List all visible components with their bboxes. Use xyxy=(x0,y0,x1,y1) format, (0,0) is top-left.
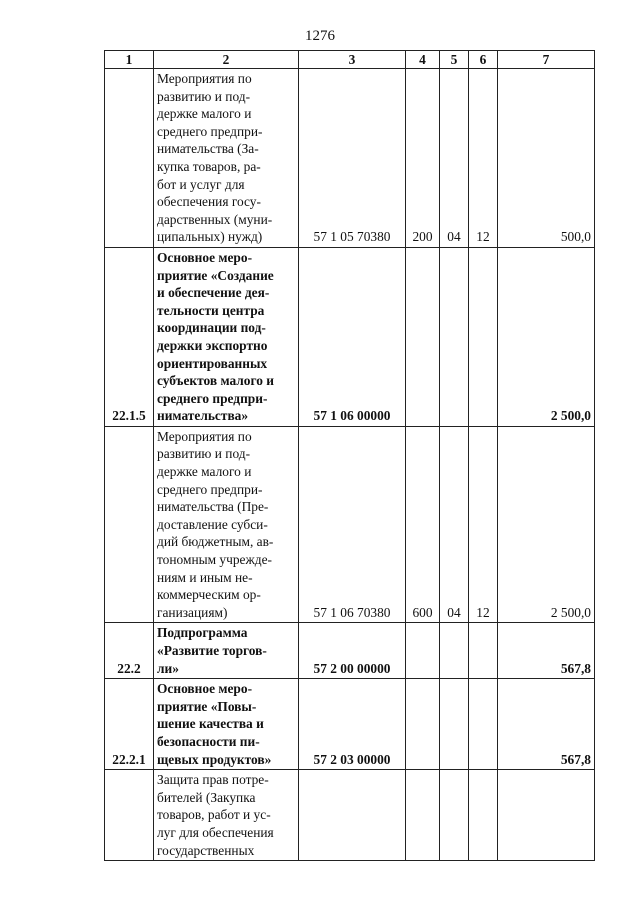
column-header: 6 xyxy=(469,51,498,69)
name-line: координации под- xyxy=(157,320,266,336)
name-line: Мероприятия по xyxy=(157,428,252,444)
target-article-code: 57 2 03 00000 xyxy=(299,679,406,770)
amount: 567,8 xyxy=(498,679,595,770)
name-line: бителей (Закупка xyxy=(157,789,256,805)
name-line: безопасности пи- xyxy=(157,733,260,749)
subsection-code xyxy=(469,623,498,679)
target-article-code: 57 1 06 70380 xyxy=(299,426,406,623)
name-line: ганизациям) xyxy=(157,604,228,620)
name-line: субъектов малого и xyxy=(157,373,275,389)
name-line: развитию и под- xyxy=(157,446,251,462)
expense-type-code xyxy=(406,770,440,861)
section-code: 04 xyxy=(440,426,469,623)
section-code xyxy=(440,770,469,861)
name-line: среднего предпри- xyxy=(157,123,263,139)
name-line: «Развитие торгов- xyxy=(157,643,267,658)
name-line: нимательства (Пре- xyxy=(157,499,269,515)
name-line: доставление субси- xyxy=(157,516,268,532)
name-line: тельности центра xyxy=(157,302,265,318)
expense-type-code xyxy=(406,623,440,679)
section-code xyxy=(440,623,469,679)
name-line: ориентированных xyxy=(157,355,268,371)
column-header: 1 xyxy=(105,51,154,69)
target-article-code: 57 1 05 70380 xyxy=(299,69,406,248)
name-line: товаров, работ и ус- xyxy=(157,807,271,823)
name-line: шение качества и xyxy=(157,716,264,732)
subsection-code: 12 xyxy=(469,426,498,623)
table-row xyxy=(105,679,595,770)
name-line: ли» xyxy=(157,660,179,676)
name-line: щевых продуктов» xyxy=(157,751,272,767)
name-line: нимательства» xyxy=(157,408,249,424)
name-line: дарственных (муни- xyxy=(157,211,273,227)
name-line: тономным учрежде- xyxy=(157,552,272,568)
column-header: 5 xyxy=(440,51,469,69)
amount xyxy=(498,770,595,861)
name-line: держке малого и xyxy=(157,464,252,480)
name-line: государственных xyxy=(157,842,255,858)
name-line: обеспечения госу- xyxy=(157,194,261,210)
name-line: Основное меро- xyxy=(157,249,253,265)
name-line: среднего предпри- xyxy=(157,481,263,497)
subsection-code xyxy=(469,247,498,426)
row-number xyxy=(105,426,154,623)
subsection-code xyxy=(469,770,498,861)
column-header: 4 xyxy=(406,51,440,69)
name-line: бот и услуг для xyxy=(157,176,245,192)
table-row xyxy=(105,426,595,623)
name-line: держке малого и xyxy=(157,106,252,122)
expense-type-code xyxy=(406,247,440,426)
row-name xyxy=(154,623,299,679)
target-article-code xyxy=(299,770,406,861)
row-number: 22.1.5 xyxy=(105,247,154,426)
name-line: луг для обеспечения xyxy=(157,824,274,840)
name-line: ниям и иным не- xyxy=(157,569,253,585)
row-number: 22.2.1 xyxy=(105,679,154,770)
name-line: дий бюджетным, ав- xyxy=(157,534,274,550)
expense-type-code: 200 xyxy=(406,69,440,248)
table-row xyxy=(105,623,595,679)
row-number: 22.2 xyxy=(105,623,154,679)
page-number: 1276 xyxy=(305,28,335,44)
target-article-code: 57 2 00 00000 xyxy=(299,623,406,679)
subsection-code xyxy=(469,679,498,770)
section-code xyxy=(440,247,469,426)
name-line: и обеспечение дея- xyxy=(157,285,270,301)
column-header: 3 xyxy=(299,51,406,69)
section-code xyxy=(440,679,469,770)
name-line: коммерческим ор- xyxy=(157,587,261,603)
name-line: Мероприятия по xyxy=(157,71,252,86)
amount: 567,8 xyxy=(498,623,595,679)
name-line: Защита прав потре- xyxy=(157,772,269,788)
row-number xyxy=(105,770,154,861)
budget-table xyxy=(104,50,595,861)
name-line: приятие «Повы- xyxy=(157,698,257,714)
row-name xyxy=(154,426,299,623)
name-line: держки экспортно xyxy=(157,337,268,353)
target-article-code: 57 1 06 00000 xyxy=(299,247,406,426)
table-row xyxy=(105,69,595,248)
name-line: Основное меро- xyxy=(157,681,253,697)
amount: 2 500,0 xyxy=(498,247,595,426)
column-header: 2 xyxy=(154,51,299,69)
name-line: среднего предпри- xyxy=(157,390,268,406)
table-header-row xyxy=(105,51,595,69)
amount: 500,0 xyxy=(498,69,595,248)
name-line: Подпрограмма xyxy=(157,625,248,641)
expense-type-code: 600 xyxy=(406,426,440,623)
expense-type-code xyxy=(406,679,440,770)
name-line: приятие «Создание xyxy=(157,267,274,283)
name-line: ципальных) нужд) xyxy=(157,229,263,245)
name-line: нимательства (За- xyxy=(157,141,259,157)
amount: 2 500,0 xyxy=(498,426,595,623)
row-number xyxy=(105,69,154,248)
row-name xyxy=(154,69,299,248)
row-name xyxy=(154,770,299,861)
row-name xyxy=(154,679,299,770)
name-line: развитию и под- xyxy=(157,88,251,104)
section-code: 04 xyxy=(440,69,469,248)
table-row xyxy=(105,770,595,861)
row-name xyxy=(154,247,299,426)
table-row xyxy=(105,247,595,426)
name-line: купка товаров, ра- xyxy=(157,158,261,174)
subsection-code: 12 xyxy=(469,69,498,248)
column-header: 7 xyxy=(498,51,595,69)
